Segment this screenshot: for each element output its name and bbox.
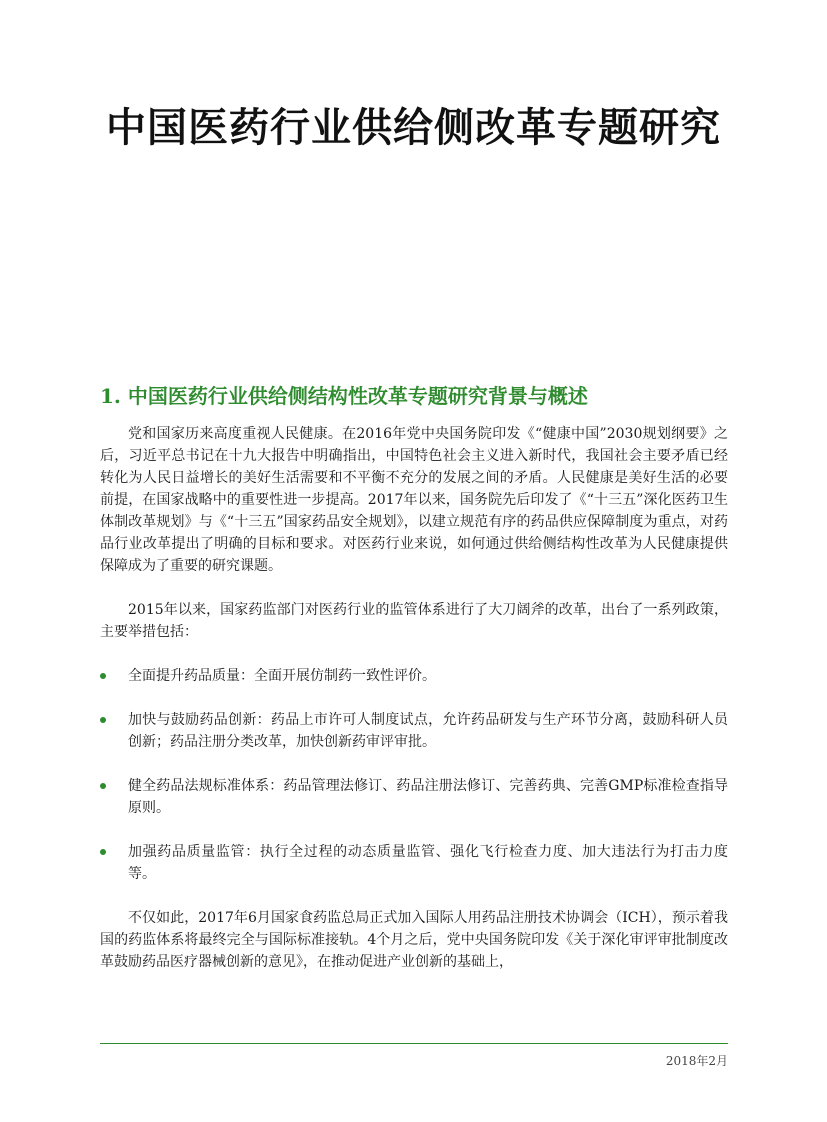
list-item-text: 健全药品法规标准体系：药品管理法修订、药品注册法修订、完善药典、完善GMP标准检查指导原则。 <box>128 778 728 816</box>
list-item-text: 加强药品质量监管：执行全过程的动态质量监管、强化飞行检查力度、加大违法行为打击力度等。 <box>128 844 728 882</box>
section-body <box>100 423 728 995</box>
footer-divider <box>100 1043 728 1044</box>
bullet-icon <box>100 849 106 855</box>
footer-date: 2018年2月 <box>665 1054 728 1068</box>
list-item <box>100 775 728 819</box>
policy-measures-list <box>100 665 728 885</box>
list-item-text: 全面提升药品质量：全面开展仿制药一致性评价。 <box>128 668 436 684</box>
paragraph-ich: 不仅如此，2017年6月国家食药监总局正式加入国际人用药品注册技术协调会（ICH），预示着我国的药监体系将最终完全与国际标准接轨。4个月之后，党中央国务院印发《关于深化审评审批制度改革鼓励药品医疗器械创新的意见》，在推动促进产业创新的基础上， <box>100 910 728 970</box>
list-item <box>100 665 728 687</box>
list-item <box>100 709 728 753</box>
document-title: 中国医药行业供给侧改革专题研究 <box>106 104 721 151</box>
bullet-icon <box>100 717 106 723</box>
bullet-icon <box>100 783 106 789</box>
paragraph-background: 党和国家历来高度重视人民健康。在2016年党中央国务院印发《“健康中国”2030规划纲要》之后，习近平总书记在十九大报告中明确指出，中国特色社会主义进入新时代，我国社会主要矛盾已经转化为人民日益增长的美好生活需要和不平衡不充分的发展之间的矛盾。人民健康是美好生活的必要前提，在国家战略中的重要性进一步提高。2017年以来，国务院先后印发了《“十三五”深化医药卫生体制改革规划》与《“十三五”国家药品安全规划》，以建立规范有序的药品供应保障制度为重点，对药品行业改革提出了明确的目标和要求。对医药行业来说，如何通过供给侧结构性改革为人民健康提供保障成为了重要的研究课题。 <box>100 426 728 574</box>
list-item-text: 加快与鼓励药品创新：药品上市许可人制度试点，允许药品研发与生产环节分离，鼓励科研人员创新；药品注册分类改革，加快创新药审评审批。 <box>128 712 728 750</box>
list-item <box>100 841 728 885</box>
paragraph-policy-intro: 2015年以来，国家药监部门对医药行业的监管体系进行了大刀阔斧的改革，出台了一系列政策，主要举措包括： <box>100 602 728 640</box>
section-heading: 1. 中国医药行业供给侧结构性改革专题研究背景与概述 <box>100 384 588 408</box>
bullet-icon <box>100 673 106 679</box>
